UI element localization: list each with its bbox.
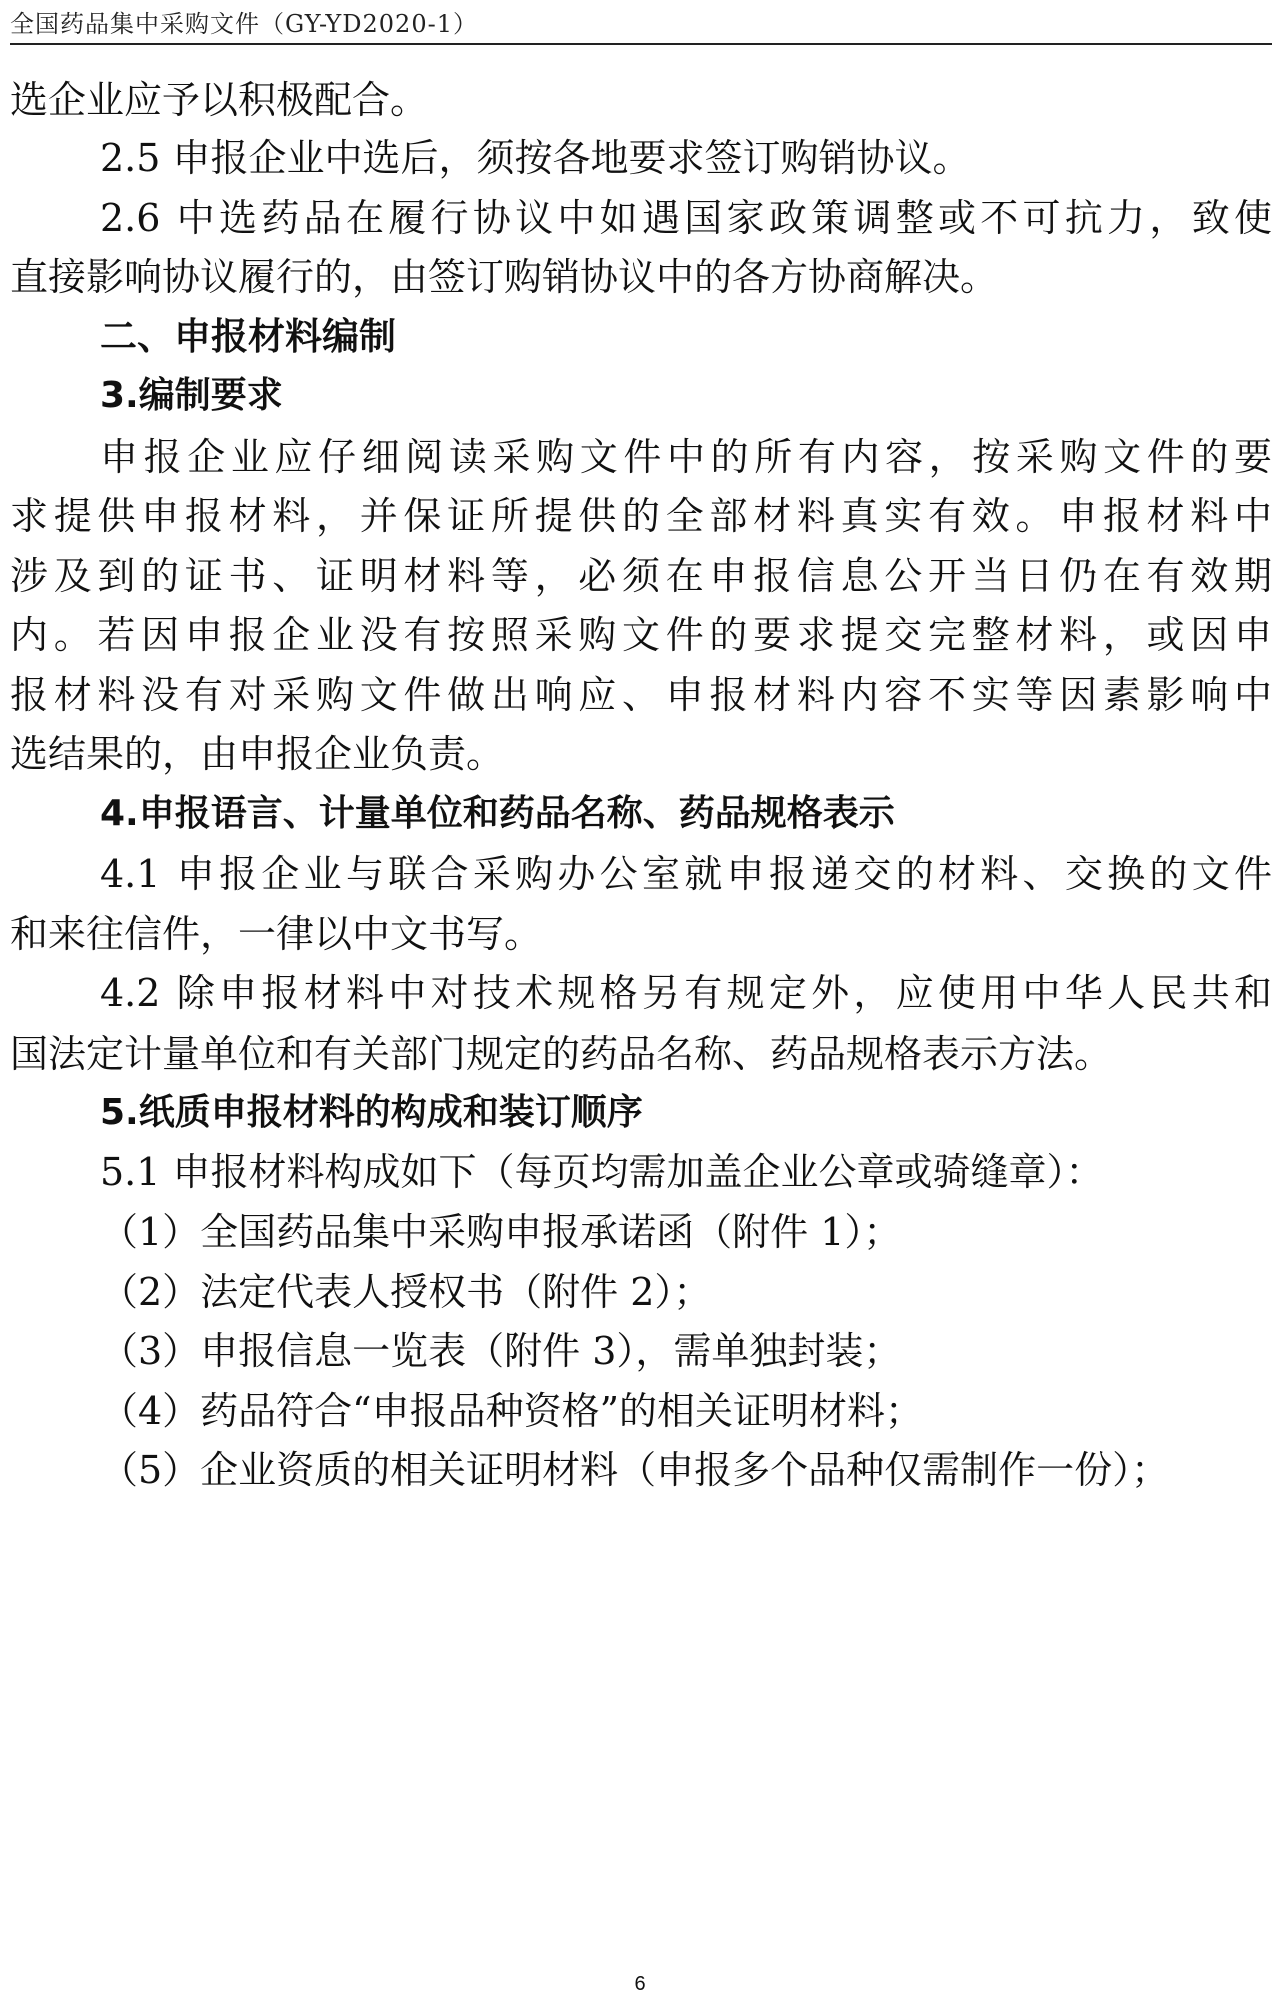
subheading-5: 5.纸质申报材料的构成和装订顺序: [100, 1092, 643, 1133]
para-3-line-4: 内。若因申报企业没有按照采购文件的要求提交完整材料，或因申: [10, 613, 1272, 657]
list-item-4: （4）药品符合“申报品种资格”的相关证明材料；: [100, 1389, 924, 1433]
para-3-line-5: 报材料没有对采购文件做出响应、申报材料内容不实等因素影响中: [10, 673, 1272, 717]
section-heading: 二、申报材料编制: [100, 315, 396, 358]
clause-5-1: 5.1 申报材料构成如下（每页均需加盖企业公章或骑缝章）：: [100, 1150, 1104, 1194]
list-item-2: （2）法定代表人授权书（附件 2）；: [100, 1270, 712, 1314]
clause-4-1-cont: 和来往信件，一律以中文书写。: [10, 912, 543, 956]
clause-4-2: 4.2 除申报材料中对技术规格另有规定外，应使用中华人民共和: [100, 971, 1272, 1015]
para-3-line-2: 求提供申报材料，并保证所提供的全部材料真实有效。申报材料中: [10, 494, 1272, 538]
list-item-3: （3）申报信息一览表（附件 3），需单独封装；: [100, 1329, 902, 1373]
clause-4-1: 4.1 申报企业与联合采购办公室就申报递交的材料、交换的文件: [100, 852, 1272, 896]
subheading-3: 3.编制要求: [100, 375, 283, 416]
para-3-line-1: 申报企业应仔细阅读采购文件中的所有内容，按采购文件的要: [100, 435, 1272, 479]
text-line-continuation: 选企业应予以积极配合。: [10, 78, 429, 122]
para-3-line-3: 涉及到的证书、证明材料等，必须在申报信息公开当日仍在有效期: [10, 554, 1272, 598]
list-item-5: （5）企业资质的相关证明材料（申报多个品种仅需制作一份）；: [100, 1448, 1170, 1492]
clause-2-5: 2.5 申报企业中选后，须按各地要求签订购销协议。: [100, 136, 971, 180]
clause-2-6-cont: 直接影响协议履行的，由签订购销协议中的各方协商解决。: [10, 255, 999, 299]
subheading-4: 4.申报语言、计量单位和药品名称、药品规格表示: [100, 793, 895, 834]
header-rule: [10, 43, 1272, 45]
page-header: 全国药品集中采购文件（GY-YD2020-1）: [10, 10, 478, 38]
clause-2-6: 2.6 中选药品在履行协议中如遇国家政策调整或不可抗力，致使: [100, 196, 1272, 240]
list-item-1: （1）全国药品集中采购申报承诺函（附件 1）；: [100, 1210, 902, 1254]
clause-4-2-cont: 国法定计量单位和有关部门规定的药品名称、药品规格表示方法。: [10, 1032, 1113, 1076]
page-number: 6: [634, 1973, 646, 1995]
para-3-line-6: 选结果的，由申报企业负责。: [10, 732, 505, 776]
